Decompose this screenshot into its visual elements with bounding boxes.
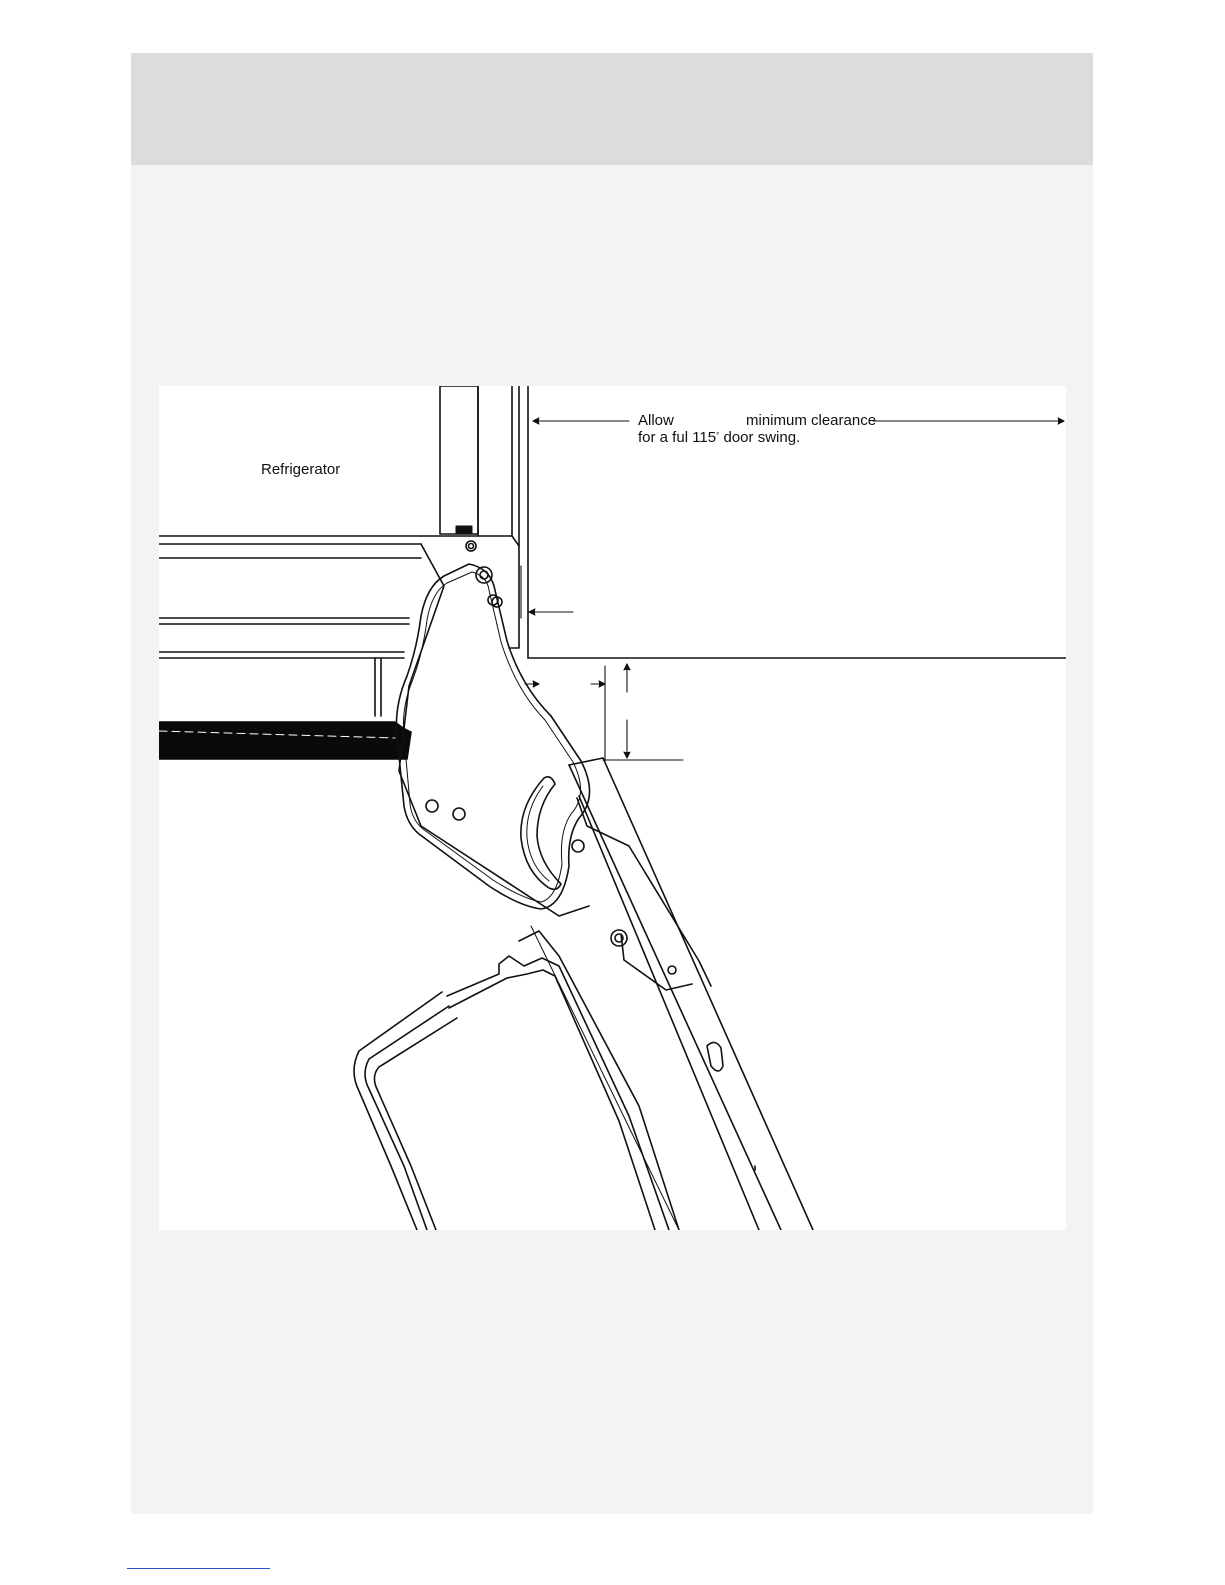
door-clearance-diagram <box>159 386 1066 1230</box>
clearance-minimum-text: minimum clearance <box>746 412 877 429</box>
gasket-band <box>159 722 411 759</box>
header-band <box>131 53 1093 165</box>
clearance-line2-prefix: for a ful <box>638 429 689 446</box>
footer-link-underline[interactable] <box>127 1568 270 1569</box>
clearance-note-line2 <box>638 429 800 446</box>
hinge-arm <box>396 564 589 909</box>
clearance-allow-text: Allow <box>638 412 674 429</box>
degree-mark: ° <box>716 431 720 440</box>
swing-angle-value: 115 <box>692 429 717 446</box>
door-gasket-panel <box>354 926 679 1230</box>
refrigerator-label: Refrigerator <box>261 461 341 478</box>
clearance-line2-suffix: door swing. <box>723 429 801 446</box>
hinge-drawing <box>159 386 1066 1230</box>
refrigerator-cabinet <box>159 536 421 716</box>
open-door <box>569 758 813 1230</box>
dimension-lines <box>521 418 1064 761</box>
